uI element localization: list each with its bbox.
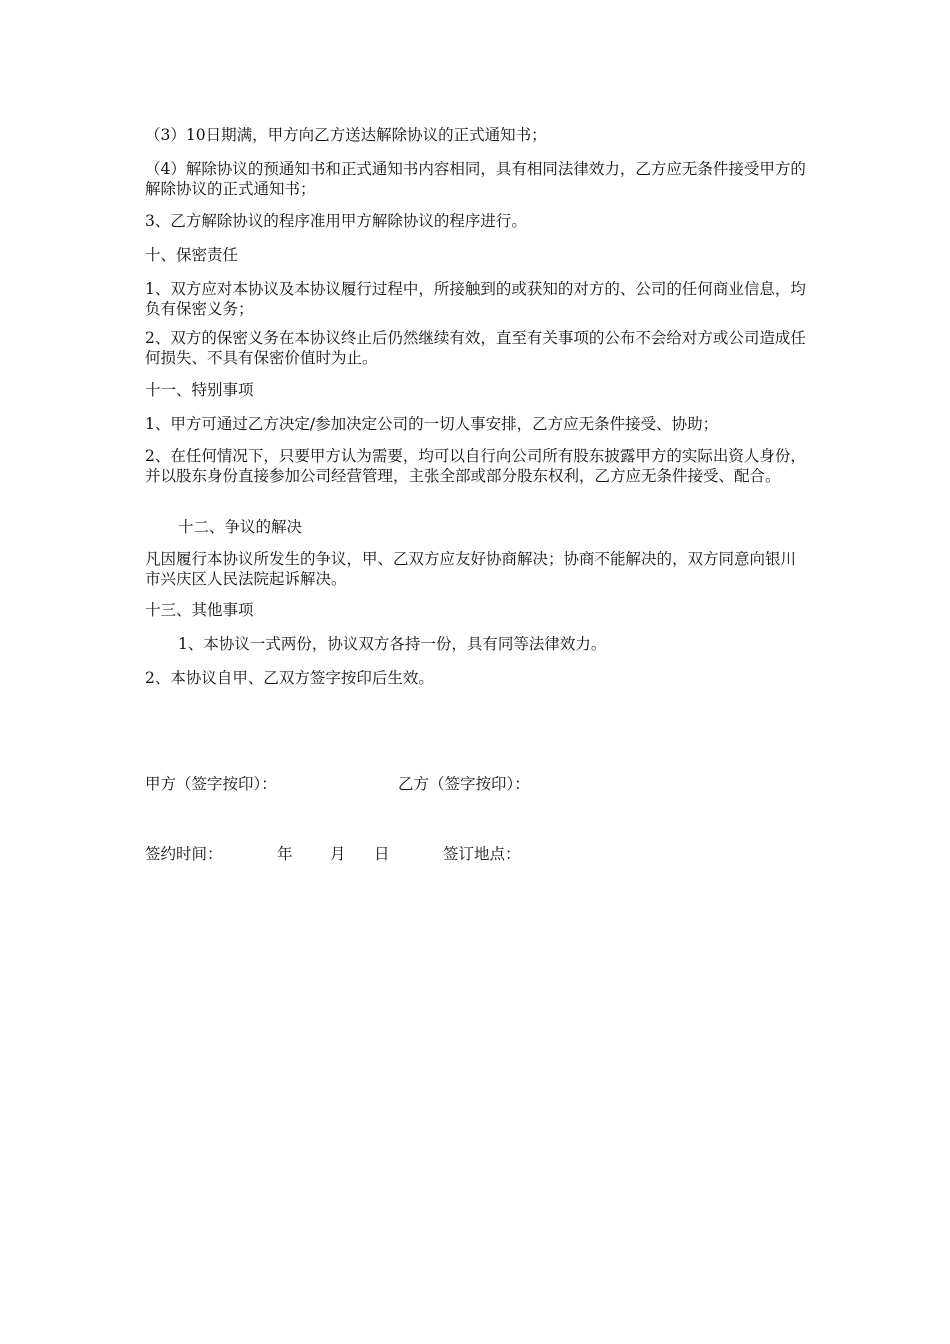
clause-4-notice-equivalence: （4）解除协议的预通知书和正式通知书内容相同，具有相同法律效力，乙方应无条件接受甲方的解除协议的正式通知书； [145,160,806,198]
section-heading-confidentiality: 十、保密责任 [145,246,239,264]
other-matters-clause-2: 2、本协议自甲、乙双方签字按印后生效。 [145,669,434,687]
signing-date-month: 月 [330,845,346,863]
signing-place-label: 签订地点： [443,845,521,863]
clause-3-party-b-termination: 3、乙方解除协议的程序准用甲方解除协议的程序进行。 [145,212,527,230]
confidentiality-clause-2: 2、双方的保密义务在本协议终止后仍然继续有效，直至有关事项的公布不会给对方或公司造成任何损失、不具有保密价值时为止。 [145,329,806,367]
party-a-signature-label: 甲方（签字按印）： [145,775,277,793]
clause-3-10-days: （3）10日期满，甲方向乙方送达解除协议的正式通知书； [145,126,547,144]
dispute-resolution-clause: 凡因履行本协议所发生的争议，甲、乙双方应友好协商解决；协商不能解决的，双方同意向银川市兴庆区人民法院起诉解决。 [145,550,797,588]
other-matters-clause-1: 1、本协议一式两份，协议双方各持一份，具有同等法律效力。 [178,635,607,653]
section-heading-special-matters: 十一、特别事项 [145,381,254,399]
confidentiality-clause-1: 1、双方应对本协议及本协议履行过程中，所接触到的或获知的对方的、公司的任何商业信息，均负有保密义务； [145,280,806,318]
section-heading-dispute-resolution: 十二、争议的解决 [178,518,303,536]
signing-date-label: 签约时间： [145,845,223,863]
special-matters-clause-1: 1、甲方可通过乙方决定/参加决定公司的一切人事安排，乙方应无条件接受、协助； [145,415,719,433]
signing-date-day: 日 [374,845,390,863]
signing-date-year: 年 [277,845,293,863]
special-matters-clause-2: 2、在任何情况下，只要甲方认为需要，均可以自行向公司所有股东披露甲方的实际出资人身份，并以股东身份直接参加公司经营管理，主张全部或部分股东权利，乙方应无条件接受、配合。 [145,447,806,485]
party-b-signature-label: 乙方（签字按印）： [398,775,530,793]
section-heading-other-matters: 十三、其他事项 [145,601,254,619]
